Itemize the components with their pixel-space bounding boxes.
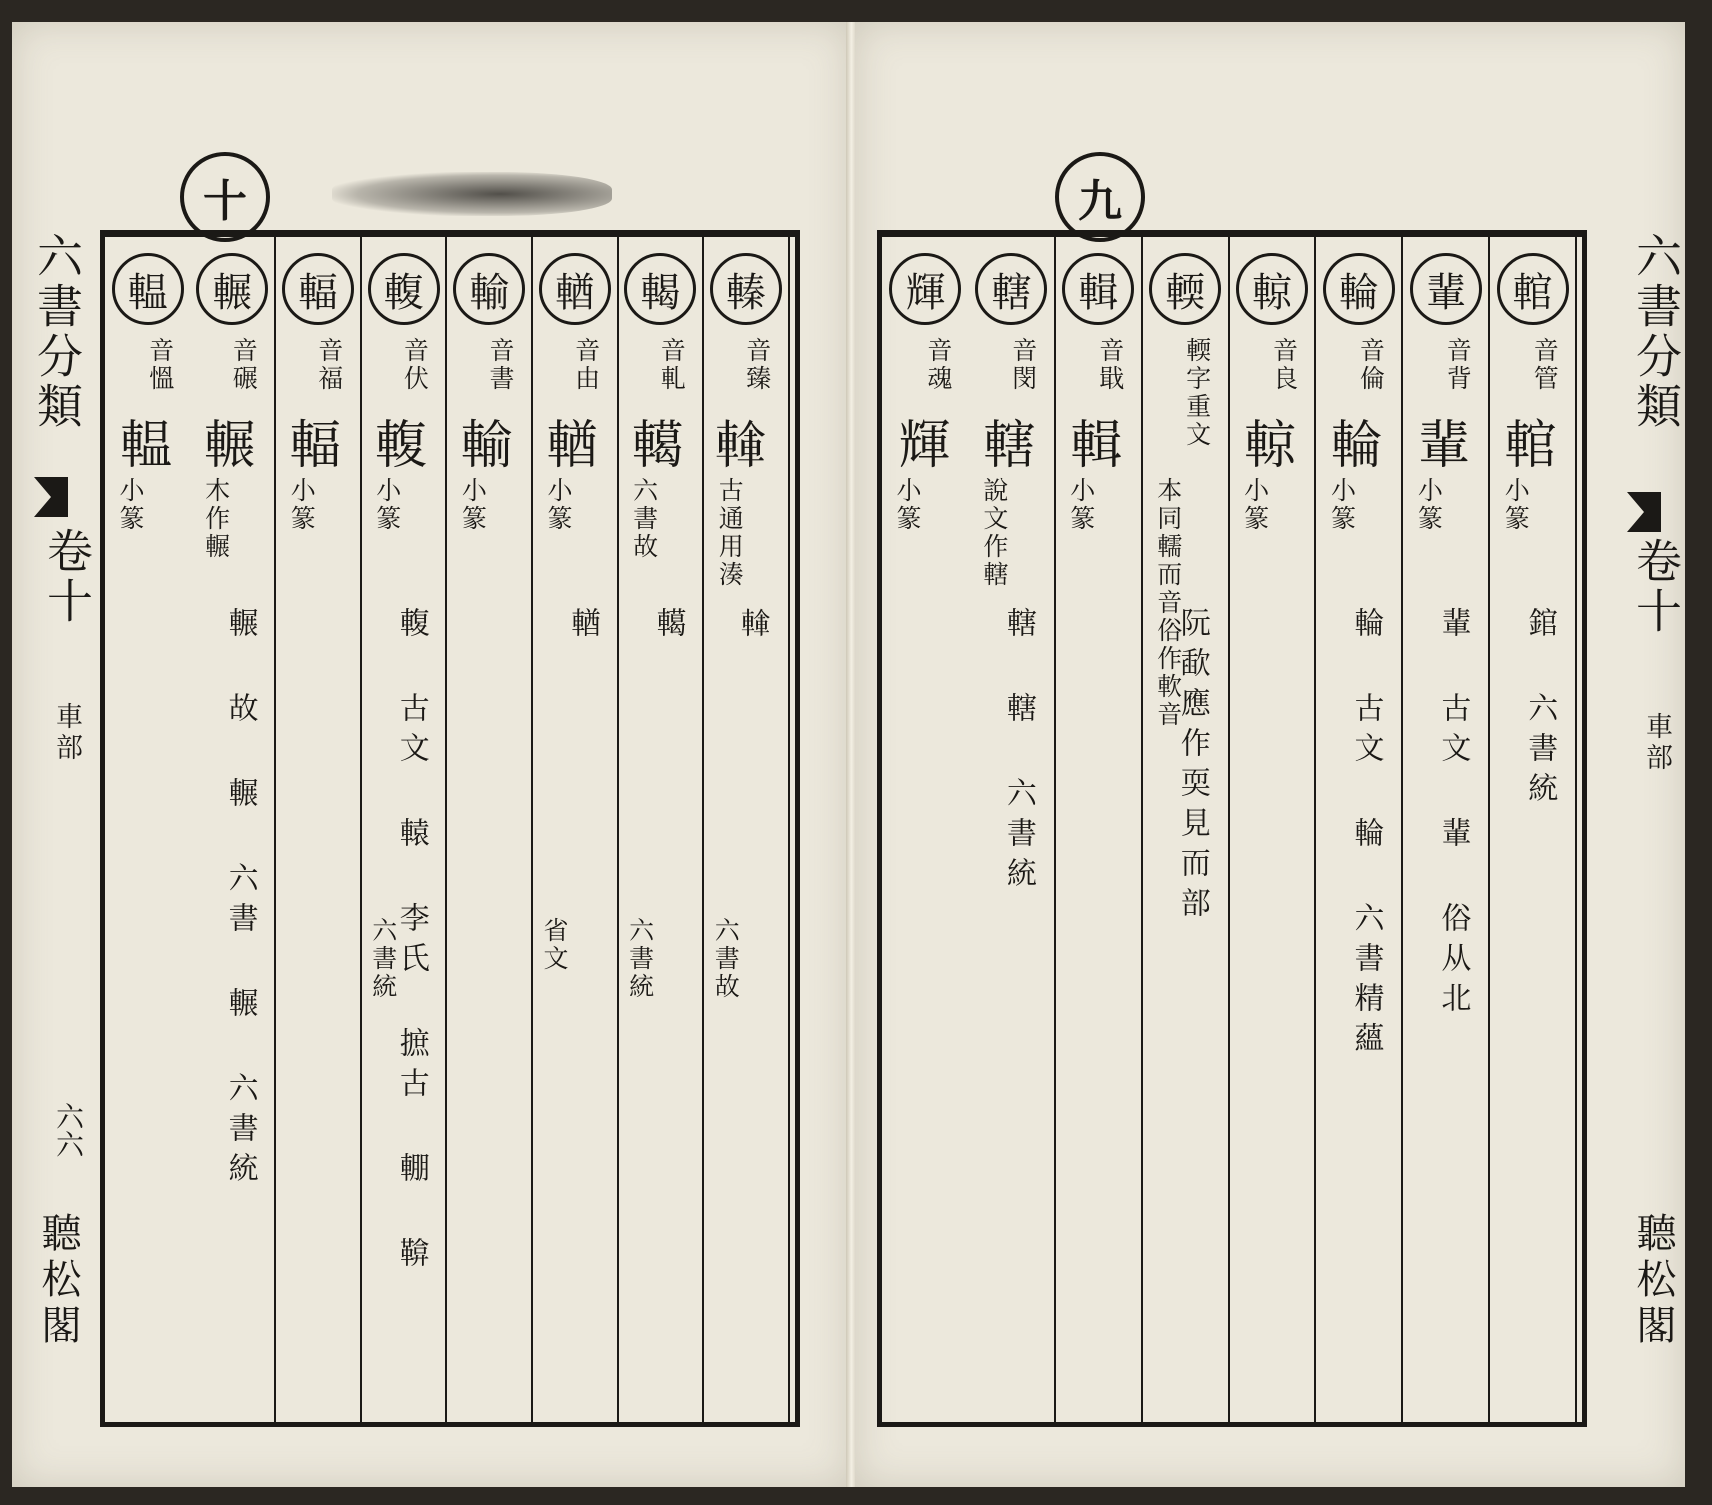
- script-note: 小篆: [1501, 477, 1531, 533]
- seal-glyph: 轄: [973, 417, 1034, 477]
- variant-forms: 輹 古文 轅 李氏 摭古 輣 鞥: [393, 607, 429, 1277]
- head-character: 輻: [282, 253, 354, 325]
- reading-note: 音福: [314, 337, 344, 393]
- left-text-frame: [100, 230, 800, 1427]
- head-character: 輶: [539, 253, 611, 325]
- entry-column: [1403, 237, 1490, 1422]
- right-margin-title: 六書分類: [1629, 232, 1683, 432]
- seal-glyph: 轕: [622, 417, 683, 477]
- page-marker-left: [180, 152, 270, 242]
- reading-note: 音倫: [1356, 337, 1386, 393]
- seal-glyph: 輶: [536, 417, 597, 477]
- page-marker-right: [1055, 152, 1145, 242]
- head-character: 輵: [624, 253, 696, 325]
- fish-tail-mark-right: [1627, 492, 1661, 532]
- seal-glyph: 輨: [1495, 417, 1556, 477]
- entry-column: [882, 237, 969, 1422]
- left-margin-publisher: 聽松閣: [35, 1212, 81, 1350]
- script-note: 本同轜而音俗作軟音: [1153, 477, 1183, 729]
- right-page: [855, 22, 1685, 1487]
- seal-glyph: 輯: [1060, 417, 1121, 477]
- script-note: 六書故: [629, 477, 659, 561]
- script-note: 小篆: [372, 477, 402, 533]
- script-note: 小篆: [893, 477, 922, 533]
- right-margin-publisher: 聽松閣: [1630, 1212, 1676, 1350]
- head-character: 輬: [1236, 253, 1308, 325]
- seal-glyph: 輹: [365, 417, 426, 477]
- reading-note: 音管: [1530, 337, 1560, 393]
- reading-note: 音軋: [657, 337, 687, 393]
- variant-forms: 輩 古文 輩 俗从北: [1435, 607, 1471, 1022]
- left-margin-section: 車部: [51, 702, 82, 764]
- entry-column: [1490, 237, 1577, 1422]
- variant-forms: 輾 故 輾 六書 輾 六書統: [222, 607, 258, 1192]
- head-character: 輸: [453, 253, 525, 325]
- reading-note: 音魂: [923, 337, 953, 393]
- entry-column: [1143, 237, 1230, 1422]
- script-note: 小篆: [287, 477, 317, 533]
- head-character: 輾: [196, 253, 268, 325]
- seal-glyph: 輾: [194, 417, 255, 477]
- reading-note: 音臻: [742, 337, 772, 393]
- entry-column: [362, 237, 448, 1422]
- variant-forms: 錧 六書統: [1522, 607, 1558, 812]
- left-margin-volume: 卷十: [40, 527, 94, 627]
- reading-note: 音碾: [229, 337, 259, 393]
- entry-column: [447, 237, 533, 1422]
- reading-note: 音慍: [145, 337, 175, 393]
- head-character: 輹: [368, 253, 440, 325]
- reading-note: 音書: [485, 337, 515, 393]
- head-character: 輯: [1062, 253, 1134, 325]
- head-character: 轄: [975, 253, 1047, 325]
- variant-forms: 輪 古文 輪 六書精蘊: [1348, 607, 1384, 1062]
- entry-column: [105, 237, 191, 1422]
- variant-forms: 𨍓: [736, 607, 772, 647]
- reading-note: 音戢: [1095, 337, 1125, 393]
- variant-forms: 輶: [565, 607, 600, 647]
- seal-glyph: 輬: [1234, 417, 1295, 477]
- seal-glyph: 𨍓: [707, 417, 768, 477]
- entry-column: [1317, 237, 1404, 1422]
- entry-column: [276, 237, 362, 1422]
- entry-column: [1230, 237, 1317, 1422]
- page-marker-left-text: 十: [203, 176, 247, 227]
- source-note: 六書故: [711, 917, 741, 1001]
- variant-forms: 阮歃應作耎見而部: [1174, 607, 1210, 927]
- script-note: 古通用湊: [715, 477, 745, 589]
- reading-note: 音閔: [1008, 337, 1038, 393]
- source-note: 六書統: [625, 917, 655, 1001]
- variant-forms: 轄 轄 六書統: [1000, 607, 1036, 897]
- entry-column: [191, 237, 277, 1422]
- variant-forms: 轕: [650, 607, 686, 647]
- entry-column: [1056, 237, 1143, 1422]
- right-text-frame: [877, 230, 1587, 1427]
- seal-glyph: 輩: [1408, 417, 1469, 477]
- page-marker-right-text: 九: [1078, 176, 1122, 227]
- script-note: 小篆: [116, 477, 145, 533]
- source-note: 六書統: [368, 917, 398, 1001]
- seal-glyph: 輼: [110, 417, 171, 477]
- head-character: 輨: [1497, 253, 1569, 325]
- script-note: 說文作轄: [979, 477, 1009, 589]
- script-note: 小篆: [544, 477, 573, 533]
- reading-note: 音由: [571, 337, 601, 393]
- entry-column: [533, 237, 619, 1422]
- seal-glyph: 輸: [450, 417, 511, 477]
- reading-note: 音伏: [400, 337, 430, 393]
- head-character: 輼: [112, 253, 184, 325]
- head-character: 轃: [710, 253, 782, 325]
- script-note: 小篆: [1240, 477, 1270, 533]
- script-note: 小篆: [1414, 477, 1444, 533]
- entry-column: [969, 237, 1056, 1422]
- script-note: 小篆: [458, 477, 488, 533]
- fish-tail-mark: [34, 477, 68, 517]
- reading-note: 音良: [1269, 337, 1299, 393]
- source-note: 省文: [540, 917, 569, 973]
- head-character: 輩: [1410, 253, 1482, 325]
- right-margin-section: 車部: [1641, 712, 1672, 774]
- script-note: 木作輾: [201, 477, 231, 561]
- seal-glyph: 輻: [279, 417, 340, 477]
- entry-column: [704, 237, 790, 1422]
- script-note: 小篆: [1327, 477, 1357, 533]
- head-character: 輭: [1149, 253, 1221, 325]
- left-page: [12, 22, 850, 1487]
- reading-note: 輭字重文: [1182, 337, 1212, 449]
- seal-glyph: 輝: [888, 417, 949, 477]
- left-margin-folio: 六六: [52, 1102, 85, 1158]
- left-margin-title: 六書分類: [30, 232, 84, 432]
- head-character: 輝: [889, 253, 961, 325]
- head-character: 輪: [1323, 253, 1395, 325]
- entry-column: [619, 237, 705, 1422]
- seal-glyph: 輪: [1321, 417, 1382, 477]
- right-margin-volume: 卷十: [1629, 537, 1683, 637]
- script-note: 小篆: [1066, 477, 1096, 533]
- ink-smudge: [332, 172, 612, 216]
- reading-note: 音背: [1443, 337, 1473, 393]
